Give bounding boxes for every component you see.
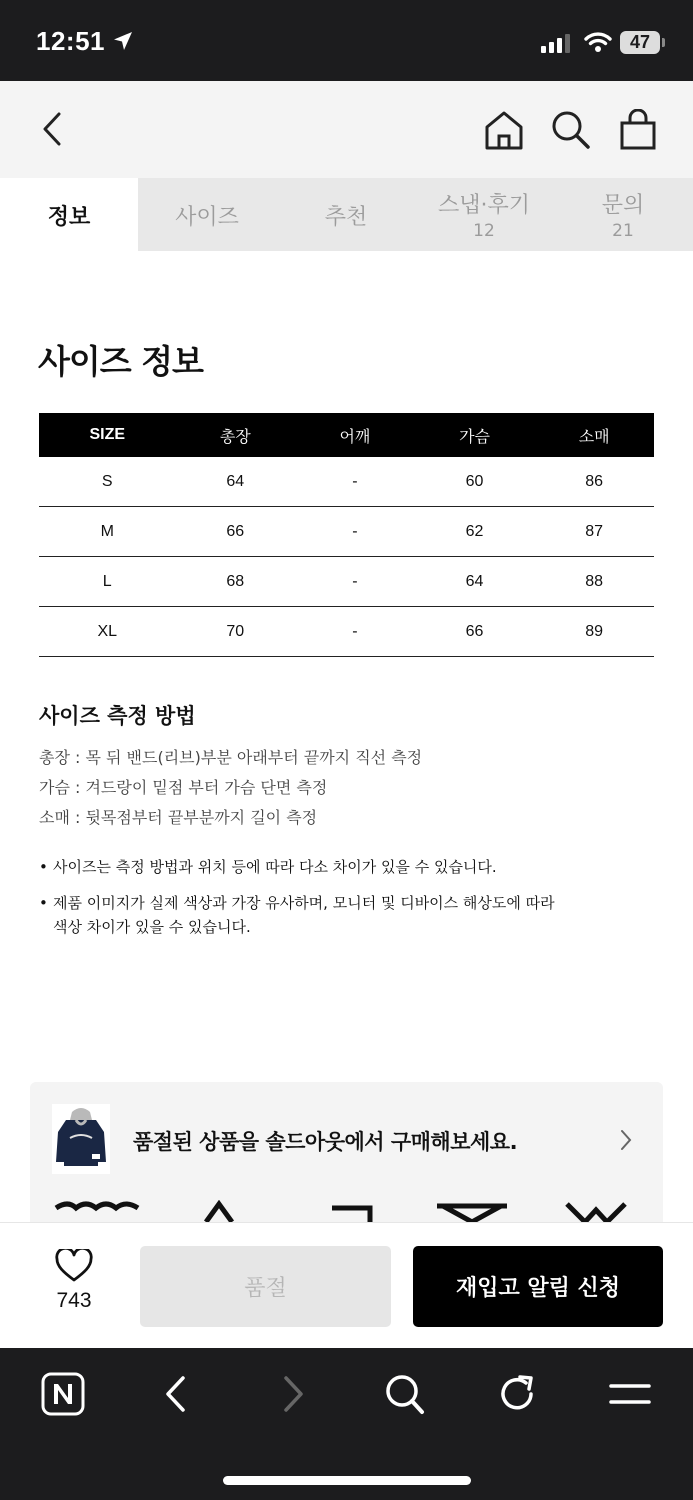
note-text: 제품 이미지가 실제 색상과 가장 유사하며, 모니터 및 디바이스 해상도에 따라 색상 차이가 있을 수 있습니다.: [53, 894, 555, 936]
cell-chest: 66: [415, 607, 535, 657]
bleach-icon: [202, 1200, 236, 1222]
like-button[interactable]: [40, 1249, 108, 1313]
heart-icon: [55, 1249, 93, 1283]
cell-length: 68: [175, 557, 295, 607]
forward-icon[interactable]: [279, 1372, 307, 1416]
cell-sleeve: 86: [534, 457, 654, 507]
restock-alert-button[interactable]: 재입고 알림 신청: [413, 1246, 663, 1327]
back-icon[interactable]: [162, 1372, 190, 1416]
menu-icon[interactable]: [608, 1372, 652, 1416]
product-tabs: [0, 178, 693, 251]
tab-recommend[interactable]: [277, 178, 415, 251]
tab-label: 스냅·후기: [437, 193, 530, 218]
wifi-icon: [584, 31, 612, 53]
back-icon[interactable]: [38, 109, 66, 149]
cell-sleeve: 88: [534, 557, 654, 607]
dry-icon: [433, 1200, 511, 1222]
home-icon[interactable]: [484, 109, 524, 151]
cell-size: M: [39, 507, 175, 557]
tab-label: 정보: [47, 205, 91, 230]
tab-size[interactable]: [138, 178, 276, 251]
tab-info[interactable]: [0, 178, 138, 251]
purchase-bar: [0, 1222, 693, 1349]
tab-label: 문의: [601, 193, 645, 218]
tab-count: 21: [612, 221, 634, 241]
header-size: SIZE: [39, 413, 175, 457]
cell-size: XL: [39, 607, 175, 657]
tab-inquiry[interactable]: [554, 178, 692, 251]
tab-snap-review[interactable]: [415, 178, 553, 251]
cart-icon[interactable]: [619, 109, 657, 151]
home-indicator[interactable]: [223, 1476, 471, 1485]
battery-tip: [662, 38, 665, 47]
size-table-header: [39, 413, 654, 457]
tab-count: 12: [473, 221, 495, 241]
soldout-button[interactable]: 품절: [140, 1246, 391, 1327]
cell-sleeve: 89: [534, 607, 654, 657]
cell-size: L: [39, 557, 175, 607]
iron-icon: [330, 1200, 376, 1222]
dryclean-icon: [563, 1200, 629, 1222]
header-sleeve: 소매: [534, 413, 654, 457]
measure-line-sleeve: 소매 : 뒷목점부터 끝부분까지 길이 측정: [39, 808, 318, 827]
cell-length: 66: [175, 507, 295, 557]
color-note: [39, 891, 573, 939]
bullet: •: [39, 894, 48, 912]
table-row: [39, 607, 654, 657]
cellular-signal-icon: [541, 33, 575, 53]
cell-size: S: [39, 457, 175, 507]
measure-method-title: 사이즈 측정 방법: [39, 704, 196, 728]
cell-chest: 60: [415, 457, 535, 507]
wash-tub-icon: [54, 1200, 140, 1222]
table-row: [39, 557, 654, 607]
status-bar: [0, 0, 693, 81]
status-time: 12:51: [36, 26, 105, 56]
soldout-banner-text: 품절된 상품을 솔드아웃에서 구매해보세요.: [133, 1130, 518, 1154]
measure-line-chest: 가슴 : 겨드랑이 밑점 부터 가슴 단면 측정: [39, 778, 328, 797]
cell-length: 70: [175, 607, 295, 657]
chevron-right-icon: [618, 1128, 634, 1152]
search-icon[interactable]: [384, 1372, 426, 1416]
tab-label: 추천: [324, 205, 368, 230]
cell-length: 64: [175, 457, 295, 507]
cell-shoulder: -: [295, 457, 415, 507]
size-info-title: 사이즈 정보: [38, 342, 203, 381]
cell-chest: 62: [415, 507, 535, 557]
like-count: 743: [56, 1289, 92, 1312]
top-nav-bar: [0, 81, 693, 178]
cell-shoulder: -: [295, 607, 415, 657]
hoodie-thumbnail: [52, 1104, 110, 1174]
reload-icon[interactable]: [497, 1372, 539, 1416]
search-icon[interactable]: [551, 109, 591, 151]
battery-level: 47: [620, 31, 660, 54]
cell-chest: 64: [415, 557, 535, 607]
table-row: [39, 507, 654, 557]
cell-sleeve: 87: [534, 507, 654, 557]
measure-line-length: 총장 : 목 뒤 밴드(리브)부분 아래부터 끝까지 직선 측정: [39, 748, 423, 767]
soldout-banner[interactable]: [30, 1082, 663, 1222]
bullet: •: [39, 858, 48, 876]
cell-shoulder: -: [295, 507, 415, 557]
header-shoulder: 어깨: [295, 413, 415, 457]
header-chest: 가슴: [415, 413, 535, 457]
tab-label: 사이즈: [175, 205, 239, 230]
cell-shoulder: -: [295, 557, 415, 607]
location-arrow-icon: [112, 30, 134, 52]
naver-icon[interactable]: [41, 1372, 85, 1416]
note-text: 사이즈는 측정 방법과 위치 등에 따라 다소 차이가 있을 수 있습니다.: [53, 858, 497, 876]
table-row: [39, 457, 654, 507]
size-table: [39, 413, 654, 657]
header-length: 총장: [175, 413, 295, 457]
size-note: [39, 855, 573, 879]
